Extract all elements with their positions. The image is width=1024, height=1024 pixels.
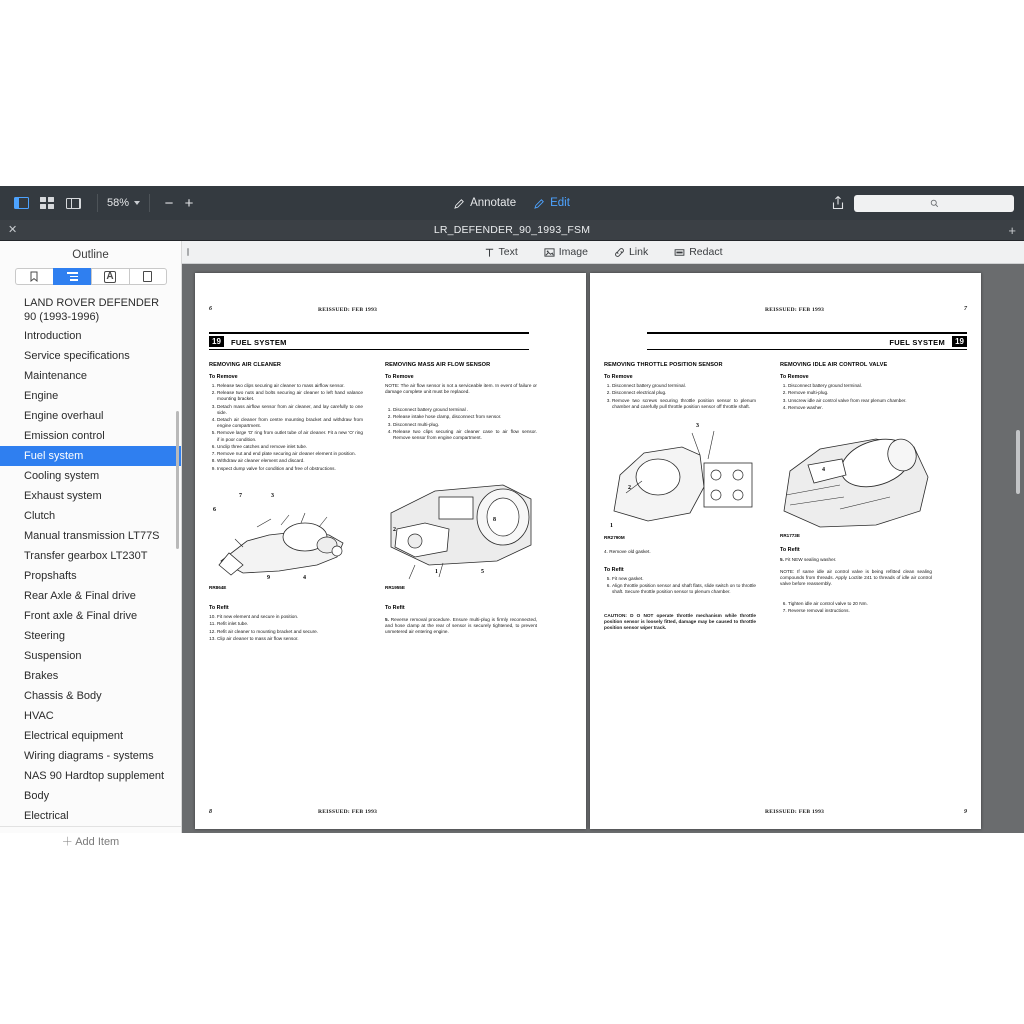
procedure-step: 2. Release intake hose clamp, disconnect from sensor. <box>393 414 537 420</box>
procedure-step: 1. Disconnect battery ground terminal. <box>612 383 756 389</box>
r-callout-2: 2 <box>628 485 631 491</box>
page-right <box>590 273 981 829</box>
col2-steps-left <box>385 407 537 442</box>
figure-maf-drawing <box>385 469 537 587</box>
page-header-right: REISSUED: FEB 1993 <box>765 307 825 313</box>
figure-label-right-1: RR2790M <box>604 535 625 540</box>
search-input[interactable] <box>854 195 1014 212</box>
r-col1-heading-c: POSITION SENSOR <box>669 362 723 368</box>
window-body <box>0 241 1024 848</box>
procedure-step: 1. Release two clips securing air cleaner to mass airflow sensor. <box>217 383 363 389</box>
sidebar-item-nas-90-hardtop-supplement[interactable]: NAS 90 Hardtop supplement <box>24 770 165 782</box>
add-item-button[interactable] <box>0 826 181 856</box>
r-callout-1: 1 <box>610 523 613 529</box>
r-col2-subheading-remove: To Remove <box>780 374 809 380</box>
r-col1-refit <box>604 576 756 597</box>
procedure-step: 4. Remove washer. <box>788 405 932 411</box>
callout-2: 2 <box>393 527 396 533</box>
sidebar-item-clutch[interactable]: Clutch <box>24 510 56 522</box>
document-viewer <box>182 241 1024 833</box>
toolbar-drag-handle[interactable] <box>187 248 189 256</box>
sidebar-item-transfer-gearbox-lt230t[interactable]: Transfer gearbox LT230T <box>24 550 148 562</box>
tab-outline[interactable] <box>53 268 91 285</box>
page-left <box>195 273 586 829</box>
tool-image-label: Image <box>558 246 588 258</box>
figure-idle-air-control-valve <box>780 425 932 537</box>
col2-heading-a: REMOVING <box>385 362 417 368</box>
page-spread <box>195 273 981 829</box>
page-header-number-left: 6 <box>209 306 212 312</box>
procedure-step: 1. Disconnect battery ground terminal. <box>788 383 932 389</box>
page-canvas[interactable] <box>182 264 1024 833</box>
r-col1-heading-b: THROTTLE <box>636 362 668 368</box>
sidebar-item-suspension[interactable]: Suspension <box>24 650 82 662</box>
procedure-step: 6. Align throttle position sensor and shaft flats, slide switch on to throttle shaft. Secure throttle position sensor to plenum chamber. <box>612 583 756 595</box>
sidebar-item-service-specifications[interactable]: Service specifications <box>24 350 130 362</box>
two-page-icon[interactable] <box>62 194 84 212</box>
procedure-step: 11. Refit inlet tube. <box>217 621 363 627</box>
col1-refit-left <box>209 614 363 643</box>
col2-heading-b: MASS AIR FLOW SENSOR <box>417 362 491 368</box>
col1-subheading-remove: To Remove <box>209 374 238 380</box>
r-col2-refit2 <box>780 601 932 616</box>
col2-heading-left <box>385 362 535 368</box>
pen-icon <box>454 198 465 209</box>
r-col2-refit-text: Fit NEW sealing washer. <box>785 557 837 562</box>
col1-heading-right <box>604 362 764 368</box>
redact-icon <box>674 247 685 258</box>
procedure-step: 5. Remove large 'O' ring from outlet tube of air cleaner. Fit a new 'O' ring if in poor condition. <box>217 430 363 442</box>
callout-4: 4 <box>303 575 306 581</box>
sidebar-item-fuel-system[interactable]: Fuel system <box>0 446 181 466</box>
sidebar-toggle-icon[interactable] <box>10 194 32 212</box>
callout-5: 5 <box>481 569 484 575</box>
procedure-step: 10. Fit new element and secure in position. <box>217 614 363 620</box>
r-col1-caution <box>604 613 756 632</box>
procedure-step: 9. Inspect dump valve for condition and free of obstructions. <box>217 466 363 472</box>
section-rule-top-right <box>647 332 967 334</box>
procedure-step: 3. Remove two screws securing throttle position sensor to plenum chamber and carefully pull throttle position sensor off throttle shaft. <box>612 398 756 410</box>
r-col1-caution-text: CAUTION: D O NOT operate throttle mechanism while throttle position sensor is loosely fitted, damage may be caused to throttle position sensor wiper track. <box>604 613 756 631</box>
figure-air-cleaner <box>209 491 369 589</box>
image-icon <box>544 247 555 258</box>
callout-8: 8 <box>493 517 496 523</box>
tool-link[interactable] <box>614 246 648 258</box>
sidebar-title: Outline <box>72 249 109 261</box>
search-icon <box>930 199 939 208</box>
grid-view-icon[interactable] <box>36 194 58 212</box>
procedure-step: 3. Detach mass airflow sensor from air cleaner, and lay carefully to one side. <box>217 404 363 416</box>
figure-label-left-2: RR1955E <box>385 585 405 590</box>
bookmark-icon <box>30 271 38 282</box>
col2-subheading-remove: To Remove <box>385 374 414 380</box>
sidebar-item-chassis-body[interactable]: Chassis & Body <box>24 690 102 702</box>
procedure-step: 12. Refit air cleaner to mounting bracket and secure. <box>217 629 363 635</box>
callout-1: 1 <box>435 569 438 575</box>
sidebar-item-land-rover-defender-90-1993-1996[interactable]: LAND ROVER DEFENDER 90 (1993-1996) <box>24 297 160 323</box>
col2-note-left <box>385 383 537 395</box>
sidebar-item-introduction[interactable]: Introduction <box>24 330 82 342</box>
figure-air-cleaner-drawing <box>209 491 369 589</box>
annotation-a-icon: A <box>106 270 114 282</box>
procedure-step: 5. Fit new gasket. <box>612 576 756 582</box>
procedure-step: 2. Release two nuts and bolts securing air cleaner to left hand valance mounting bracket. <box>217 390 363 402</box>
r-col1-steps <box>604 383 756 411</box>
page-header-left: REISSUED: FEB 1993 <box>318 307 378 313</box>
col2-refit-left <box>385 617 537 636</box>
sidebar-mode-segments <box>0 268 181 285</box>
procedure-step: 6. Tighten idle air control valve to 20 Nm. <box>788 601 932 607</box>
r-col2-note: NOTE: If same idle air control valve is being refitted clean sealing compounds from threads. Apply Loctite 241 to threads of idle air control valve before reassembly. <box>780 569 932 587</box>
sidebar-item-electrical[interactable]: Electrical <box>24 810 69 822</box>
r-col2-refit-number: 5. <box>780 557 784 562</box>
page-footer-left: REISSUED: FEB 1993 <box>318 809 378 815</box>
col2-subheading-refit: To Refit <box>385 605 405 611</box>
toolbar-center-group <box>454 197 570 209</box>
col1-heading-left <box>209 362 281 368</box>
procedure-step: 6. Unclip three catches and remove inlet tube. <box>217 444 363 450</box>
tool-text[interactable] <box>484 246 518 258</box>
col2-refit-number: 5. <box>385 617 389 622</box>
page-footer-right: REISSUED: FEB 1993 <box>765 809 825 815</box>
procedure-step: 3. Disconnect multi-plug. <box>393 422 537 428</box>
section-badge-right: 19 <box>952 336 967 347</box>
section-rule-bottom-right <box>647 349 967 350</box>
tab-bookmarks[interactable] <box>15 268 53 285</box>
outline-list-icon <box>67 272 78 281</box>
page-footer-number-left: 8 <box>209 809 212 815</box>
sidebar-item-front-axle-final-drive[interactable]: Front axle & Final drive <box>24 610 138 622</box>
outline-items-list[interactable] <box>0 292 181 826</box>
close-tab-button[interactable]: ✕ <box>8 223 18 236</box>
edit-button[interactable] <box>534 197 570 209</box>
procedure-step: 8. Withdraw air cleaner element and discard. <box>217 458 363 464</box>
annotation-toolbar <box>182 241 1024 264</box>
figure-tps-drawing <box>604 419 762 539</box>
col1-steps-left <box>209 383 363 473</box>
r-callout-3: 3 <box>696 423 699 429</box>
page-thumb-icon <box>143 271 152 282</box>
text-icon <box>484 247 495 258</box>
sidebar-item-wiring-diagrams-systems[interactable]: Wiring diagrams - systems <box>24 750 154 762</box>
main-toolbar <box>0 186 1024 220</box>
figure-mass-air-flow-sensor <box>385 469 537 587</box>
annotate-button[interactable] <box>454 197 516 209</box>
add-item-label: Add Item <box>75 836 120 848</box>
procedure-step: 7. Reverse removal instructions. <box>788 608 932 614</box>
sidebar-item-brakes[interactable]: Brakes <box>24 670 59 682</box>
edit-pencil-icon <box>534 198 545 209</box>
col1-subheading-refit: To Refit <box>209 605 229 611</box>
figure-iacv-drawing <box>780 425 932 537</box>
procedure-step: 13. Clip air cleaner to mass air flow sensor. <box>217 636 363 642</box>
tab-annotations[interactable] <box>91 268 129 285</box>
sidebar-item-cooling-system[interactable]: Cooling system <box>24 470 100 482</box>
figure-label-left-1: RR864E <box>209 585 227 590</box>
procedure-step: 4. Detach air cleaner from centre mounting bracket and withdraw from engine compartment. <box>217 417 363 429</box>
col1-heading-a: REMOVING <box>209 362 241 368</box>
zoom-out-button[interactable]: − <box>164 194 174 212</box>
sidebar-item-emission-control[interactable]: Emission control <box>24 430 105 442</box>
section-rule-top-left <box>209 332 529 334</box>
zoom-level[interactable]: 58% <box>107 197 130 209</box>
r-col1-heading-a: REMOVING <box>604 362 636 368</box>
edit-label: Edit <box>550 197 570 209</box>
procedure-step: 1. Disconnect battery ground terminal . <box>393 407 537 413</box>
toolbar-divider-2 <box>149 194 150 212</box>
sidebar-item-body[interactable]: Body <box>24 790 50 802</box>
sidebar-item-exhaust-system[interactable]: Exhaust system <box>24 490 102 502</box>
figure-throttle-position-sensor <box>604 419 762 539</box>
share-icon[interactable] <box>830 195 846 211</box>
r-col2-steps <box>780 383 932 412</box>
pdf-reader-window <box>0 186 1024 848</box>
outline-sidebar <box>0 241 182 848</box>
new-tab-button[interactable]: + <box>1008 222 1016 238</box>
col2-note-text: NOTE: The air flow sensor is not a serviceable item. In event of failure or damage complete unit must be replaced. <box>385 383 537 395</box>
plus-icon: ＋ <box>61 836 73 848</box>
procedure-step: 4. Release two clips securing air cleaner case to air flow sensor. Remove sensor from engine compartment. <box>393 429 537 441</box>
document-tab-bar <box>0 220 1024 241</box>
procedure-step: 7. Remove nut and end plate securing air cleaner element in position. <box>217 451 363 457</box>
section-title-left: FUEL SYSTEM <box>231 338 287 347</box>
callout-9: 9 <box>267 575 270 581</box>
sidebar-item-hvac[interactable]: HVAC <box>24 710 54 722</box>
figure-label-right-2: RR1773E <box>780 533 800 538</box>
tool-link-label: Link <box>628 246 649 258</box>
section-badge-left: 19 <box>209 336 224 347</box>
callout-3: 3 <box>271 493 274 499</box>
sidebar-item-propshafts[interactable]: Propshafts <box>24 570 77 582</box>
r-callout-4: 4 <box>822 467 825 473</box>
col2-refit-text: Reverse removal procedure. Ensure multi-plug is firmly reconnected, and hose clamp at the rear of sensor is securely tightened, to prevent unmetered air entering engine. <box>385 617 537 635</box>
tool-redact[interactable] <box>674 246 722 258</box>
callout-6: 6 <box>213 507 216 513</box>
r-col2-heading-b: IDLE AIR CONTROL VALVE <box>812 362 888 368</box>
r-col1-subheading-refit: To Refit <box>604 567 624 573</box>
sidebar-item-manual-transmission-lt77s[interactable]: Manual transmission LT77S <box>24 530 160 542</box>
toolbar-divider <box>97 194 98 212</box>
document-title: LR_DEFENDER_90_1993_FSM <box>433 224 591 236</box>
procedure-step: 2. Remove multi-plug. <box>788 390 932 396</box>
r-col2-heading-a: REMOVING <box>780 362 812 368</box>
section-rule-bottom-left <box>209 349 529 350</box>
col1-heading-b: AIR CLEANER <box>241 362 282 368</box>
link-icon <box>614 247 625 258</box>
viewer-scrollbar[interactable] <box>1016 430 1020 494</box>
sidebar-item-rear-axle-final-drive[interactable]: Rear Axle & Final drive <box>24 590 136 602</box>
r-col1-subheading-remove: To Remove <box>604 374 633 380</box>
tool-text-label: Text <box>498 246 518 258</box>
r-col2-subheading-refit: To Refit <box>780 547 800 553</box>
sidebar-item-maintenance[interactable]: Maintenance <box>24 370 87 382</box>
tab-pages[interactable] <box>129 268 167 285</box>
tool-redact-label: Redact <box>689 246 723 258</box>
toolbar-right-group <box>830 195 1014 212</box>
page-header-number-right: 7 <box>964 306 967 312</box>
sidebar-item-electrical-equipment[interactable]: Electrical equipment <box>24 730 124 742</box>
sidebar-scrollbar[interactable] <box>176 411 179 549</box>
page-footer-number-right: 9 <box>964 809 967 815</box>
callout-7: 7 <box>239 493 242 499</box>
section-title-right: FUEL SYSTEM <box>889 338 945 347</box>
annotate-label: Annotate <box>470 197 517 209</box>
sidebar-item-engine[interactable]: Engine <box>24 390 59 402</box>
zoom-in-button[interactable]: + <box>184 194 194 212</box>
r-col1-step4: 4. Remove old gasket. <box>604 549 651 554</box>
procedure-step: 3. Unscrew idle air control valve from rear plenum chamber. <box>788 398 932 404</box>
tool-image[interactable] <box>544 246 588 258</box>
col2-heading-right <box>780 362 932 368</box>
chevron-down-icon[interactable] <box>134 201 140 205</box>
r-col2-refit <box>780 557 932 563</box>
sidebar-item-steering[interactable]: Steering <box>24 630 65 642</box>
procedure-step: 2. Disconnect electrical plug. <box>612 390 756 396</box>
sidebar-item-engine-overhaul[interactable]: Engine overhaul <box>24 410 104 422</box>
